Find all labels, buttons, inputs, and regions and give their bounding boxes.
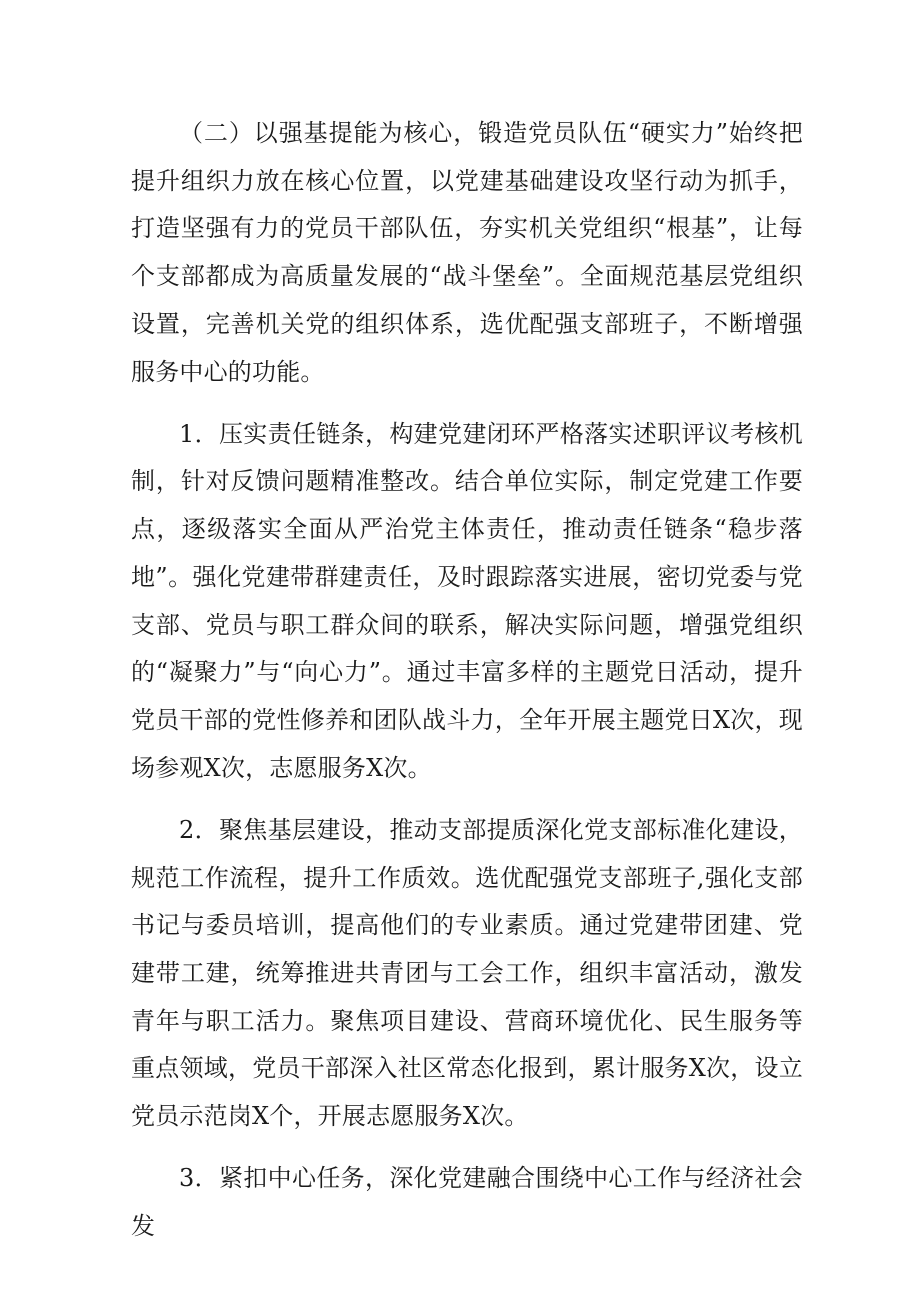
paragraph-item-three: 3．紧扣中心任务，深化党建融合围绕中心工作与经济社会发 <box>131 1164 803 1240</box>
paragraph-item-one: 1．压实责任链条，构建党建闭环严格落实述职评议考核机制，针对反馈问题精准整改。结合单位实际，制定党建工作要点，逐级落实全面从严治党主体责任，推动责任链条“稳步落地”。强化党建带群建责任，及时跟踪落实进展，密切党委与党支部、党员与职工群众间的联系，解决实际问题，增强党组织的“凝聚力”与“向心力”。通过丰富多样的主题党日活动，提升党员干部的党性修养和团队战斗力，全年开展主题党日X次，现场参观X次，志愿服务X次。 <box>131 419 803 782</box>
paragraph-item-two: 2．聚焦基层建设，推动支部提质深化党支部标准化建设，规范工作流程，提升工作质效。选优配强党支部班子,强化支部书记与委员培训，提高他们的专业素质。通过党建带团建、党建带工建，统筹推进共青团与工会工作，组织丰富活动，激发青年与职工活力。聚焦项目建设、营商环境优化、民生服务等重点领域，党员干部深入社区常态化报到，累计服务X次，设立党员示范岗X个，开展志愿服务X次。 <box>131 815 803 1131</box>
document-body <box>131 110 803 1251</box>
paragraph-section-two: （二）以强基提能为核心，锻造党员队伍“硬实力”始终把提升组织力放在核心位置，以党建基础建设攻坚行动为抓手，打造坚强有力的党员干部队伍，夯实机关党组织“根基”，让每个支部都成为高质量发展的“战斗堡垒”。全面规范基层党组织设置，完善机关党的组织体系，选优配强支部班子，不断增强服务中心的功能。 <box>131 119 803 386</box>
